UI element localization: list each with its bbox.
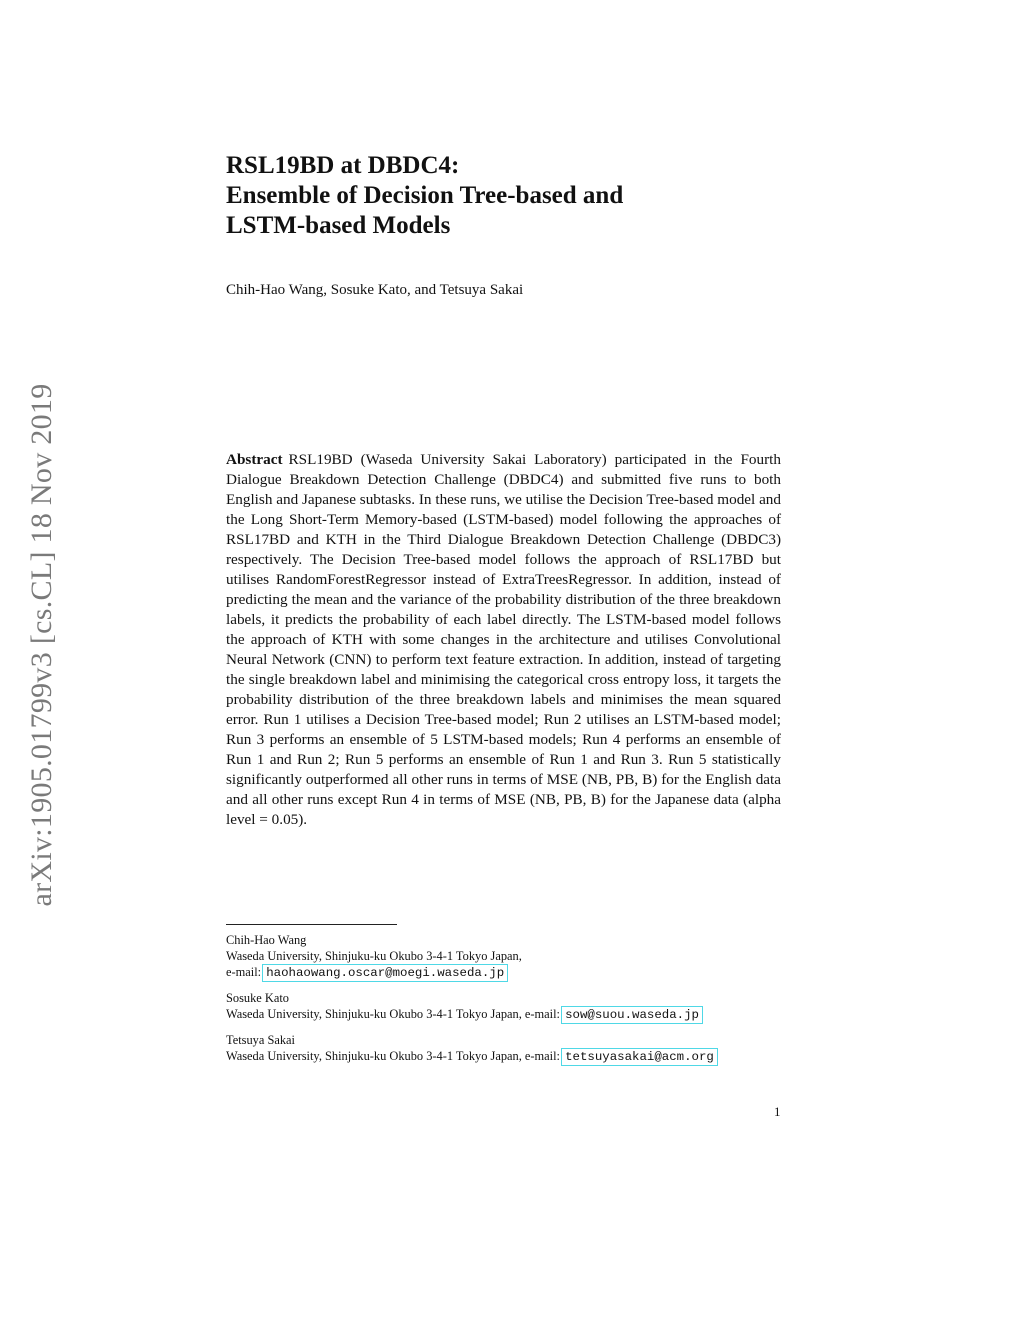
- footnote-email-line: [226, 964, 786, 981]
- footnote-name: Chih-Hao Wang: [226, 933, 307, 947]
- arxiv-identifier: [12, 350, 72, 940]
- footnote-rule: [226, 924, 397, 925]
- author-list: Chih-Hao Wang, Sosuke Kato, and Tetsuya Sakai: [226, 282, 524, 298]
- abstract-label: Abstract: [226, 451, 283, 468]
- footnote-affiliation: Waseda University, Shinjuku-ku Okubo 3-4-1 Tokyo Japan,: [226, 949, 522, 963]
- footnote-email-label: e-mail:: [226, 965, 262, 979]
- footnote-affiliation-line: [226, 1048, 786, 1065]
- footnote-name: Tetsuya Sakai: [226, 1033, 295, 1047]
- abstract-text: RSL19BD (Waseda University Sakai Laboratory) participated in the Fourth Dialogue Breakdown Detection Challenge (DBDC4) and submitted five runs to both English and Japanese subtasks. In these runs, we utilise the Decision Tree-based model and the Long Short-Term Memory-based (LSTM-based) model following the approaches of RSL17BD and KTH in the Third Dialogue Breakdown Detection Challenge (DBDC3) respectively. The Decision Tree-based model follows the approach of RSL17BD but utilises RandomForestRegressor instead of ExtraTreesRegressor. In addition, instead of predicting the mean and the variance of the probability distribution of the three breakdown labels, it predicts the probability of each label directly. The LSTM-based model follows the approach of KTH with some changes in the architecture and utilises Convolutional Neural Network (CNN) to perform text feature extraction. In addition, instead of targeting the single breakdown label and minimising the categorical cross entropy loss, it targets the probability distribution of the three breakdown labels and minimises the mean squared error. Run 1 utilises a Decision Tree-based model; Run 2 utilises an LSTM-based model; Run 3 performs an ensemble of 5 LSTM-based models; Run 4 performs an ensemble of Run 1 and Run 2; Run 5 performs an ensemble of Run 1 and Run 3. Run 5 statistically significantly outperformed all other runs in terms of MSE (NB, PB, B) for the English data and all other runs except Run 4 in terms of MSE (NB, PB, B) for the Japanese data (alpha level = 0.05).: [226, 451, 781, 828]
- page-number: 1: [774, 1104, 781, 1119]
- arxiv-identifier-text: arXiv:1905.01799v3 [cs.CL] 18 Nov 2019: [25, 383, 58, 907]
- author-footnotes: [226, 932, 786, 1074]
- title-line-3: LSTM-based Models: [226, 212, 451, 239]
- email-link-kato[interactable]: sow@suou.waseda.jp: [565, 1008, 699, 1022]
- footnote-author-1: [226, 932, 786, 981]
- footnote-affiliation: Waseda University, Shinjuku-ku Okubo 3-4-1 Tokyo Japan, e-mail:: [226, 1049, 561, 1063]
- title-line-2: Ensemble of Decision Tree-based and: [226, 182, 624, 209]
- email-link-sakai[interactable]: tetsuyasakai@acm.org: [565, 1050, 714, 1064]
- abstract: [226, 450, 781, 830]
- footnote-author-2: [226, 990, 786, 1023]
- footnote-author-3: [226, 1032, 786, 1065]
- email-link-wang[interactable]: haohaowang.oscar@moegi.waseda.jp: [266, 966, 505, 980]
- paper-title: [226, 151, 786, 241]
- footnote-affiliation-line: [226, 1006, 786, 1023]
- footnote-name: Sosuke Kato: [226, 991, 289, 1005]
- footnote-affiliation: Waseda University, Shinjuku-ku Okubo 3-4-1 Tokyo Japan, e-mail:: [226, 1007, 561, 1021]
- title-line-1: RSL19BD at DBDC4:: [226, 152, 460, 179]
